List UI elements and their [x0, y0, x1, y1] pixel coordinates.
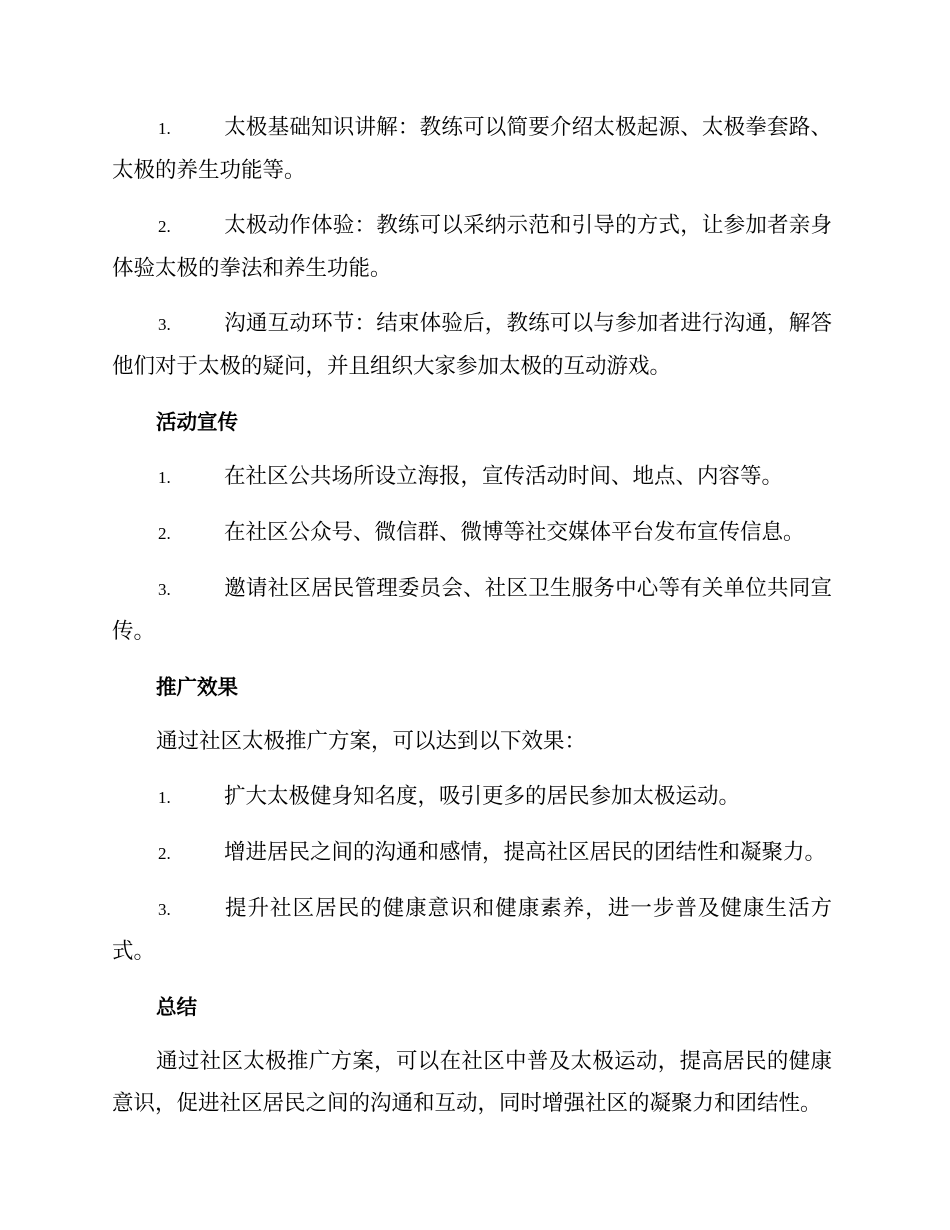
- section-heading-summary: 总结: [156, 995, 197, 1019]
- list-number: 3.: [158, 580, 171, 599]
- list-item-intro-1: [112, 107, 832, 192]
- effects-intro-paragraph: 通过社区太极推广方案，可以达到以下效果：: [156, 729, 587, 754]
- list-item-promotion-1: [112, 456, 832, 499]
- document-body: [112, 107, 832, 1138]
- list-text: 提升社区居民的健康意识和健康素养，进一步普及健康生活方式。: [112, 896, 832, 964]
- list-text: 邀请社区居民管理委员会、社区卫生服务中心等有关单位共同宣传。: [112, 576, 832, 644]
- section-heading-promotion: 活动宣传: [156, 410, 238, 434]
- list-number: 2.: [158, 217, 171, 236]
- list-text: 增进居民之间的沟通和感情，提高社区居民的团结性和凝聚力。: [224, 840, 827, 865]
- list-text: 沟通互动环节：结束体验后，教练可以与参加者进行沟通，解答他们对于太极的疑问，并且组织大家参加太极的互动游戏。: [112, 311, 832, 379]
- list-number: 3.: [158, 900, 171, 919]
- list-text: 在社区公众号、微信群、微博等社交媒体平台发布宣传信息。: [224, 520, 805, 545]
- section-heading-effects: 推广效果: [156, 675, 238, 699]
- list-text: 太极基础知识讲解：教练可以简要介绍太极起源、太极拳套路、太极的养生功能等。: [112, 115, 832, 183]
- list-text: 在社区公共场所设立海报，宣传活动时间、地点、内容等。: [224, 464, 784, 489]
- list-text: 扩大太极健身知名度，吸引更多的居民参加太极运动。: [224, 784, 741, 809]
- summary-paragraph: 通过社区太极推广方案，可以在社区中普及太极运动，提高居民的健康意识，促进社区居民之间的沟通和互动，同时增强社区的凝聚力和团结性。: [112, 1049, 832, 1116]
- list-number: 1.: [158, 788, 171, 807]
- list-number: 3.: [158, 315, 171, 334]
- list-number: 2.: [158, 524, 171, 543]
- list-item-intro-3: [112, 303, 832, 388]
- list-item-effects-2: [112, 832, 832, 875]
- list-item-promotion-2: [112, 512, 832, 555]
- list-number: 1.: [158, 119, 171, 138]
- list-item-effects-3: [112, 888, 832, 973]
- list-item-intro-2: [112, 205, 832, 290]
- list-item-promotion-3: [112, 568, 832, 653]
- list-number: 2.: [158, 844, 171, 863]
- list-text: 太极动作体验：教练可以采纳示范和引导的方式，让参加者亲身体验太极的拳法和养生功能。: [112, 213, 832, 281]
- list-item-effects-1: [112, 776, 832, 819]
- list-number: 1.: [158, 468, 171, 487]
